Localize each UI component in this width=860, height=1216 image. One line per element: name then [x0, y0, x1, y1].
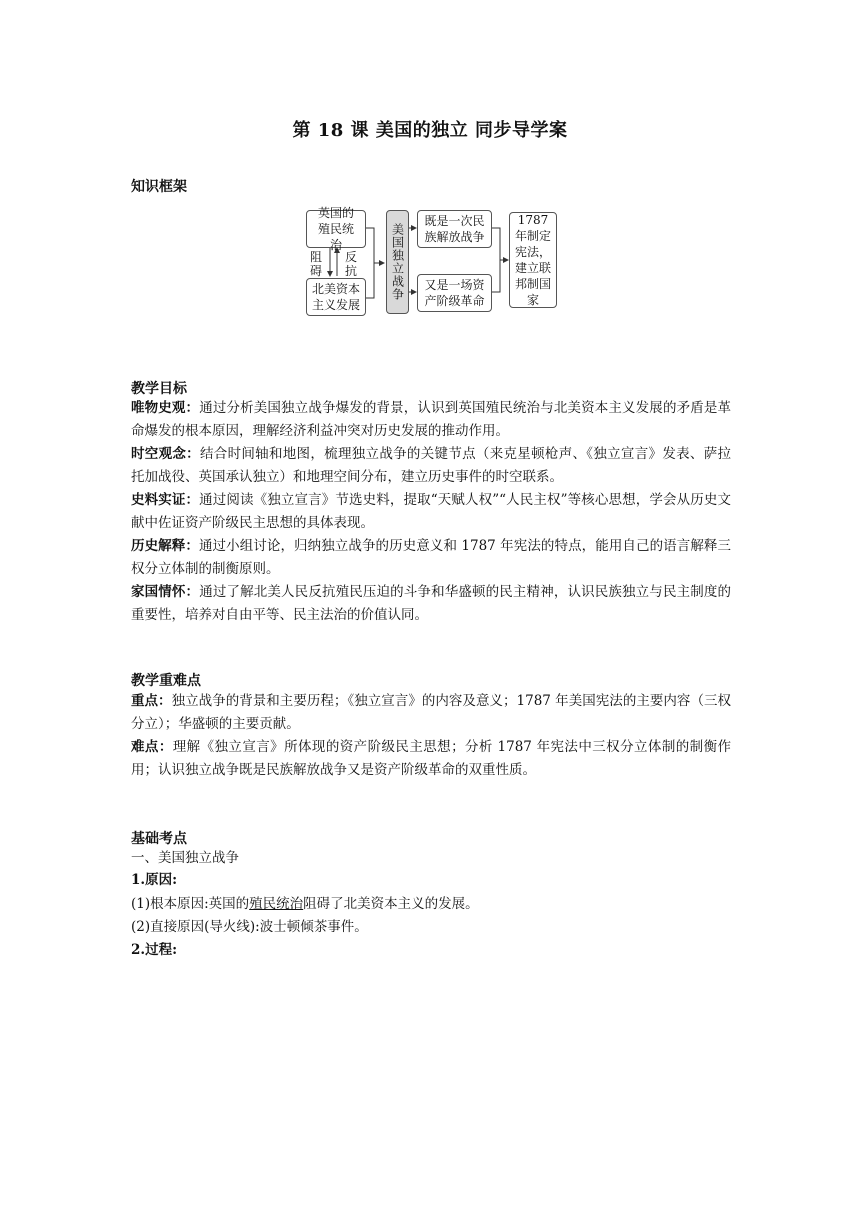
process-label: 2.过程: [131, 942, 178, 958]
goal-materialism: 唯物史观：通过分析美国独立战争爆发的背景，认识到英国殖民统治与北美资本主义发展的矛盾是革命爆发的根本原因，理解经济利益冲突对历史发展的推动作用。 [131, 400, 732, 439]
difficult-point: 难点：理解《独立宣言》所体现的资产阶级民主思想；分析 1787 年宪法中三权分立体制的制衡作用；认识独立战争既是民族解放战争又是资产阶级革命的双重性质。 [131, 739, 731, 778]
keypoints-heading: 教学重难点 [131, 673, 201, 689]
revolution-box: 又是一场资产阶级革命 [417, 274, 492, 312]
cause-direct: (2)直接原因(导火线):波士顿倾茶事件。 [131, 919, 368, 935]
liberation-box: 既是一次民族解放战争 [417, 210, 492, 248]
left-bracket [366, 228, 374, 298]
resist-label: 反抗 [344, 250, 357, 278]
hinder-label: 阻碍 [309, 250, 322, 278]
goal-evidence: 史料实证：通过阅读《独立宣言》节选史料，提取“天赋人权”“人民主权”等核心思想，学会从历史文献中佐证资产阶级民主思想的具体表现。 [131, 492, 732, 531]
cause-label: 1.原因: [131, 872, 178, 888]
cause-fundamental: (1)根本原因:英国的殖民统治阻碍了北美资本主义的发展。 [131, 896, 479, 912]
colonial-rule-box: 英国的殖民统治 [306, 210, 366, 248]
capitalism-box: 北美资本主义发展 [306, 278, 366, 316]
war-box: 美国独立战争 [386, 210, 409, 314]
knowledge-framework-diagram [300, 204, 570, 322]
section-title: 一、美国独立战争 [131, 850, 239, 866]
constitution-box: 1787年制定宪法，建立联邦制国家 [509, 212, 557, 308]
framework-heading: 知识框架 [131, 179, 187, 195]
right-bracket [492, 228, 500, 292]
basics-heading: 基础考点 [131, 831, 187, 847]
key-point: 重点：独立战争的背景和主要历程；《独立宣言》的内容及意义；1787 年美国宪法的主要内容（三权分立）；华盛顿的主要贡献。 [131, 693, 732, 732]
goal-patriotism: 家国情怀：通过了解北美人民反抗殖民压迫的斗争和华盛顿的民主精神，认识民族独立与民主制度的重要性，培养对自由平等、民主法治的价值认同。 [131, 584, 732, 623]
goals-heading: 教学目标 [131, 381, 187, 397]
goal-interpretation: 历史解释：通过小组讨论，归纳独立战争的历史意义和 1787 年宪法的特点，能用自己的语言解释三权分立体制的制衡原则。 [131, 538, 731, 577]
goal-space-time: 时空观念：结合时间轴和地图，梳理独立战争的关键节点（来克星顿枪声、《独立宣言》发表、萨拉托加战役、英国承认独立）和地理空间分布，建立历史事件的时空联系。 [131, 446, 732, 485]
page-title: 第 18 课 美国的独立 同步导学案 [292, 120, 568, 141]
